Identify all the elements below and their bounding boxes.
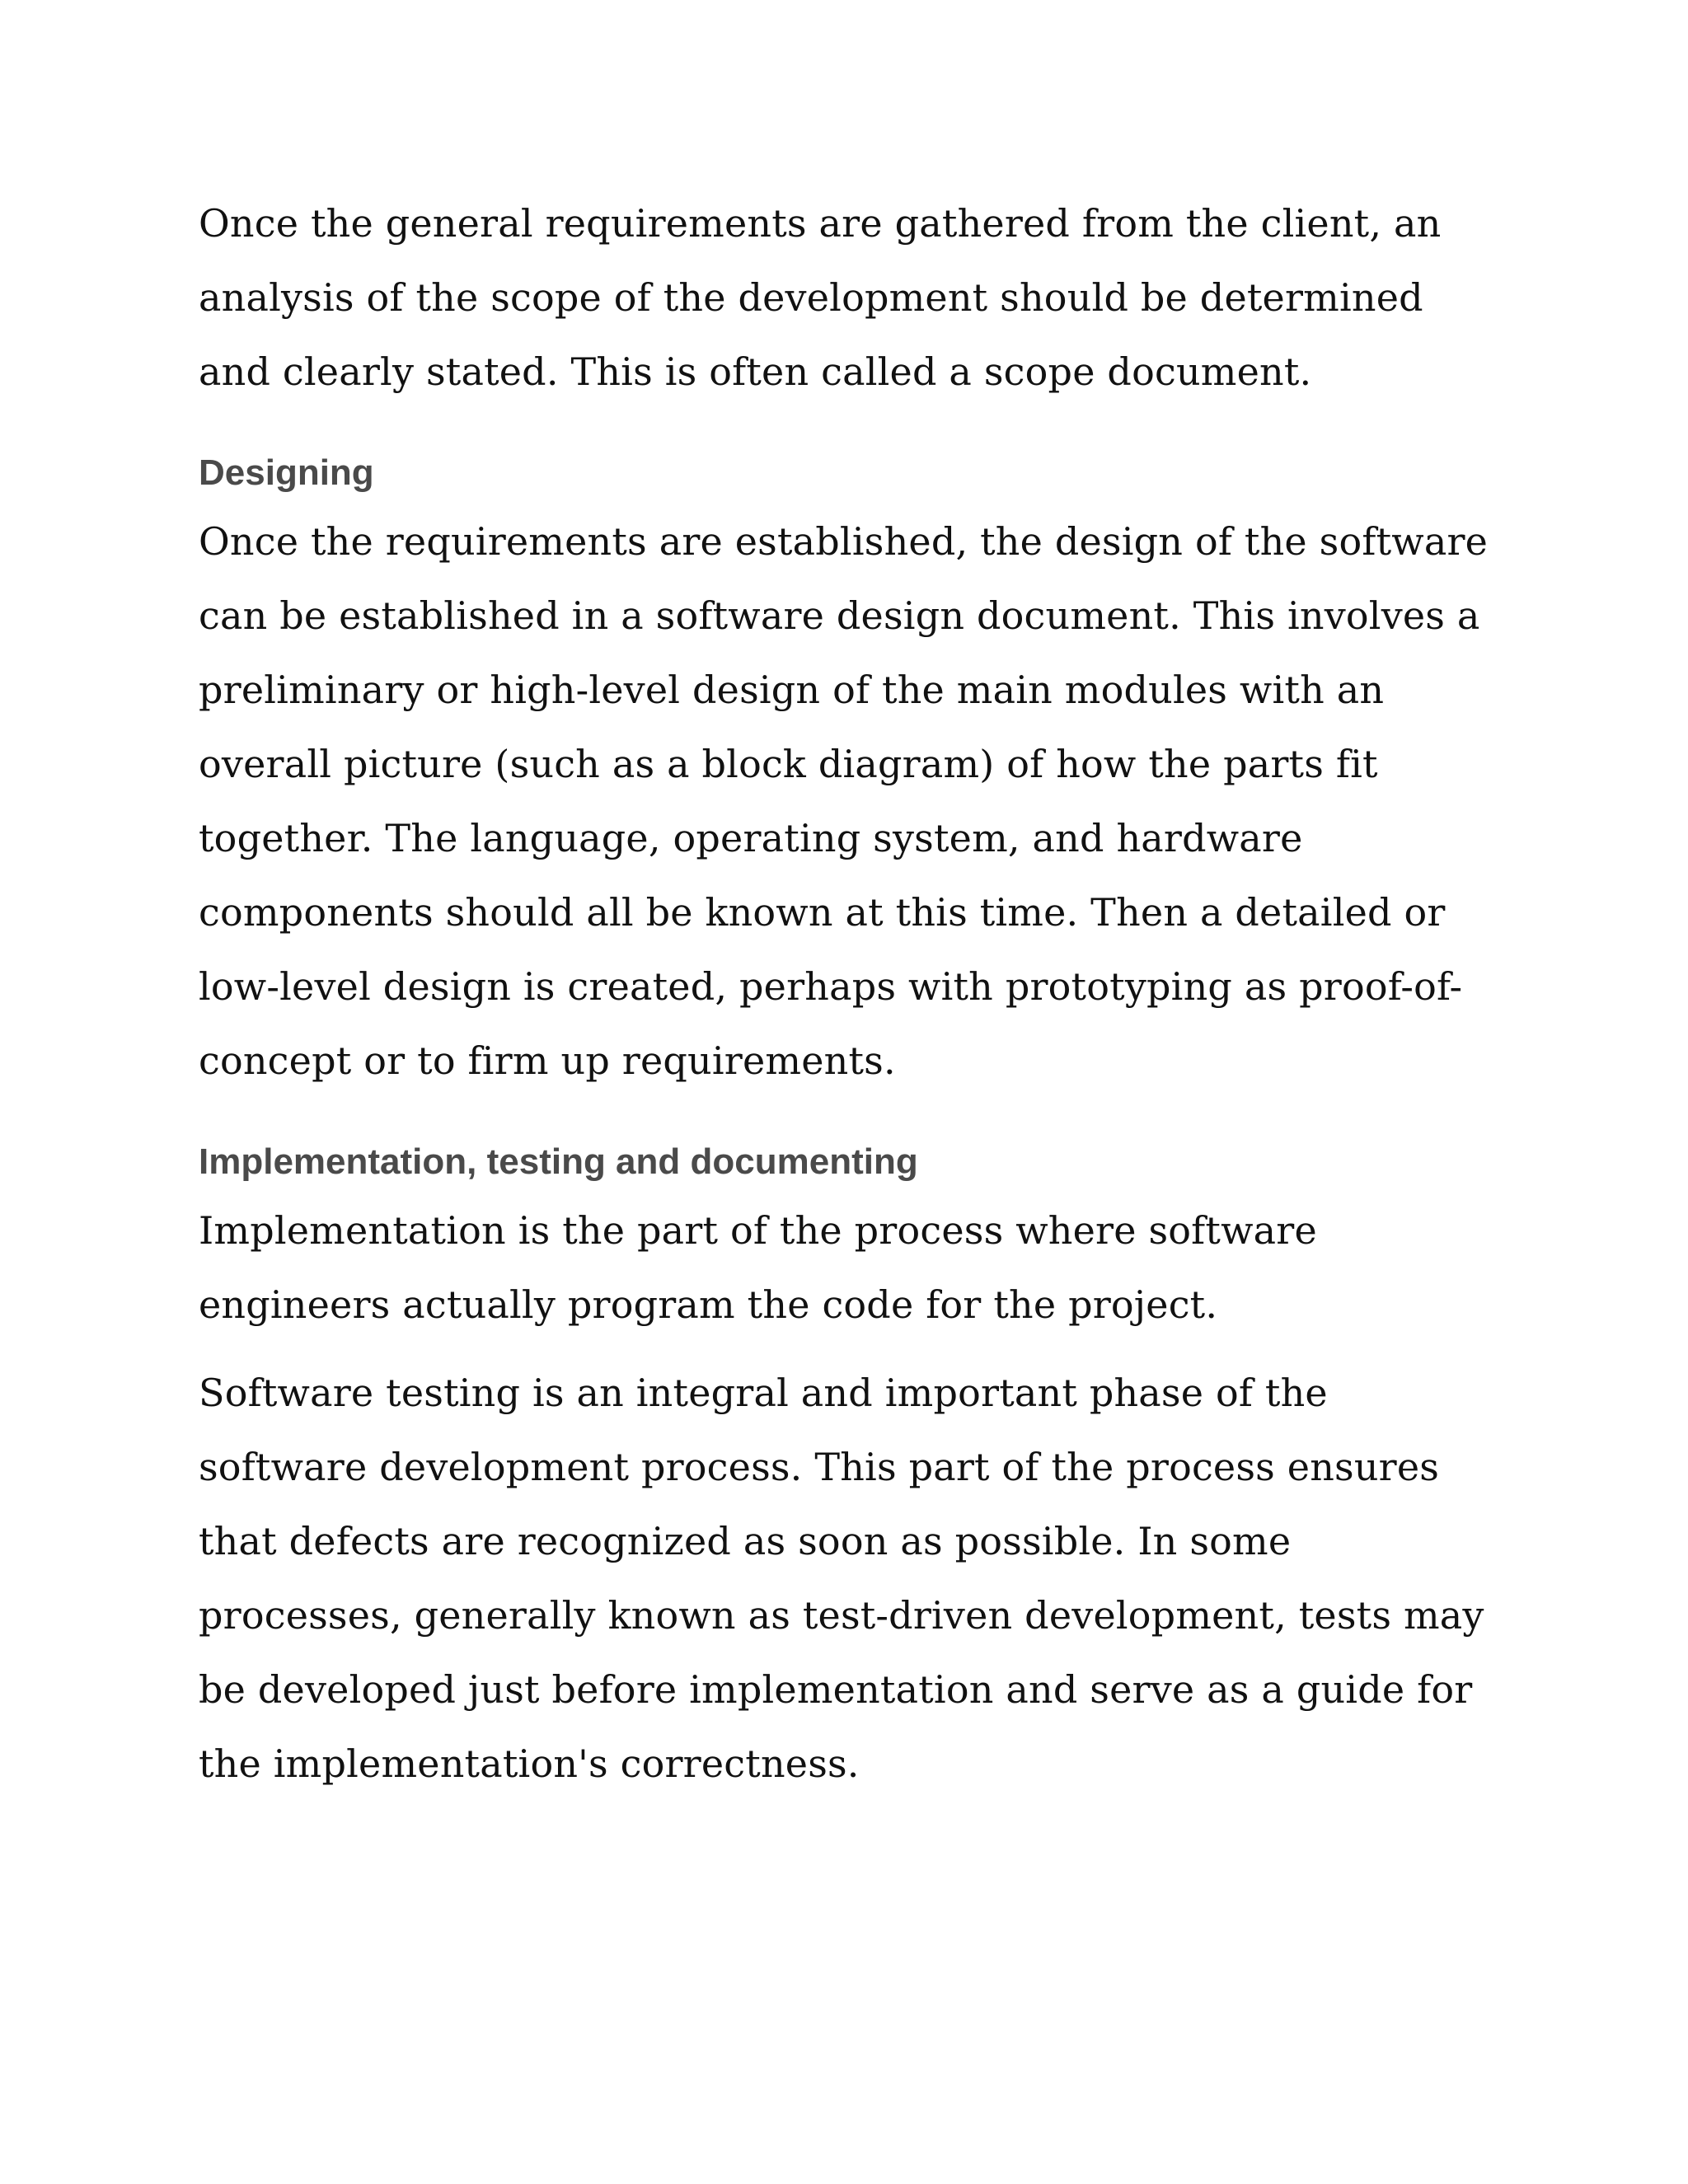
designing-paragraph: Once the requirements are established, the design of the software can be established in a software design document. This involves a preliminary or high-level design of the main modules with an overall picture (such as a block diagram) of how the parts fit together. The language, operating system, and hardware components should all be known at this time. Then a detailed or low-level design is created, perhaps with prototyping as proof-of-concept or to firm up requirements. — [199, 519, 1489, 1083]
testing-paragraph: Software testing is an integral and important phase of the software development process. This part of the process ensures that defects are recognized as soon as possible. In some processes, generally known as test-driven development, tests may be developed just before implementation and serve as a guide for the implementation's correctness. — [199, 1371, 1484, 1786]
section-heading-implementation: Implementation, testing and documenting — [199, 1141, 918, 1182]
section-heading-designing: Designing — [199, 452, 374, 493]
document-content — [199, 186, 1501, 1801]
implementation-paragraph: Implementation is the part of the process where software engineers actually program the code for the project. — [199, 1208, 1317, 1327]
intro-paragraph: Once the general requirements are gathered from the client, an analysis of the scope of the development should be determined and clearly stated. This is often called a scope document. — [199, 201, 1442, 394]
